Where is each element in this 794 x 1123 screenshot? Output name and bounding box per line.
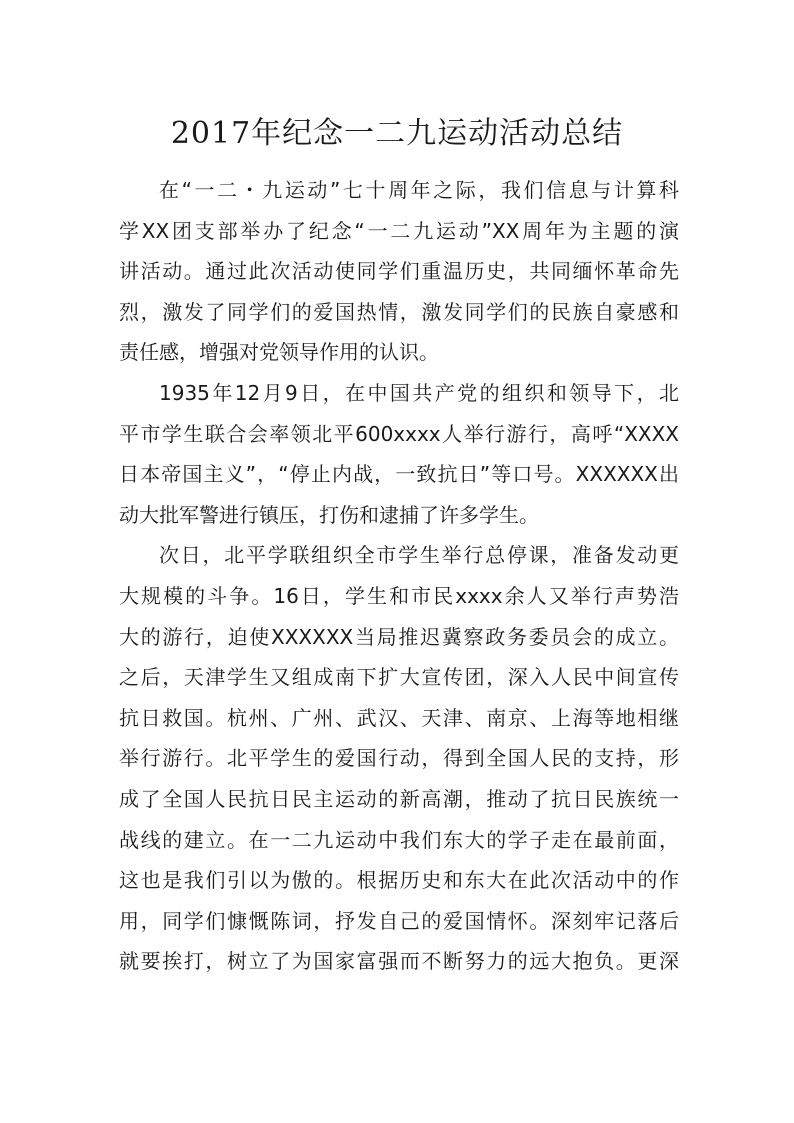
- text-line: 战线的建立。在一二九运动中我们东大的学子走在最前面，: [119, 827, 679, 852]
- document-body: [119, 170, 679, 982]
- text-line: 举行游行。北平学生的爱国行动，得到全国人民的支持，形: [119, 746, 679, 771]
- text-line: 学XX团支部举办了纪念“一二九运动”XX周年为主题的演: [119, 218, 679, 243]
- text-line: 日本帝国主义”，“停止内战，一致抗日”等口号。XXXXXX出: [119, 462, 679, 487]
- text-line: 之后，天津学生又组成南下扩大宣传团，深入人民中间宣传: [119, 665, 679, 690]
- text-line: 次日，北平学联组织全市学生举行总停课，准备发动更: [159, 543, 679, 568]
- text-line: 1935年12月9日，在中国共产党的组织和领导下，北: [159, 380, 679, 405]
- document-title: 2017年纪念一二九运动活动总结: [170, 116, 624, 151]
- text-line: 抗日救国。杭州、广州、武汉、天津、南京、上海等地相继: [119, 705, 679, 730]
- text-line: 就要挨打，树立了为国家富强而不断努力的远大抱负。更深: [119, 949, 679, 974]
- text-line: 平市学生联合会率领北平600xxxx人举行游行，高呼“XXXX: [119, 421, 679, 446]
- text-line: 讲活动。通过此次活动使同学们重温历史，共同缅怀革命先: [119, 259, 679, 284]
- text-line: 大规模的斗争。16日，学生和市民xxxx余人又举行声势浩: [119, 583, 679, 608]
- text-line: 成了全国人民抗日民主运动的新高潮，推动了抗日民族统一: [119, 786, 679, 811]
- text-line: 责任感，增强对党领导作用的认识。: [119, 340, 439, 365]
- text-line: 在“一二・九运动”七十周年之际，我们信息与计算科: [159, 178, 679, 202]
- text-line: 这也是我们引以为傲的。根据历史和东大在此次活动中的作: [119, 868, 679, 893]
- text-line: 动大批军警进行镇压，打伤和逮捕了许多学生。: [119, 502, 539, 527]
- text-line: 大的游行，迫使XXXXXX当局推迟冀察政务委员会的成立。: [119, 624, 679, 649]
- text-line: 用，同学们慷慨陈词，抒发自己的爱国情怀。深刻牢记落后: [119, 908, 679, 933]
- text-line: 烈，激发了同学们的爱国热情，激发同学们的民族自豪感和: [119, 299, 679, 324]
